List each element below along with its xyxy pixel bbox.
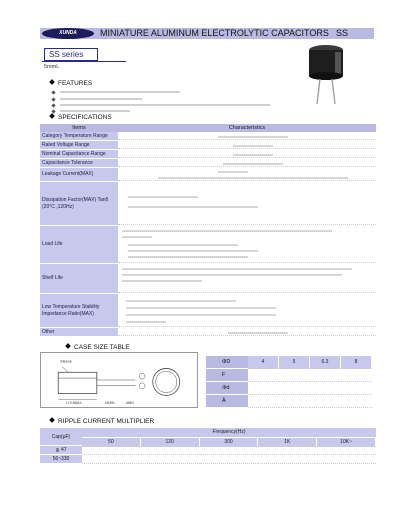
freq-cell: 1K — [258, 438, 317, 447]
table-row — [40, 264, 376, 294]
table-cell — [258, 455, 317, 464]
freq-cell: 120 — [141, 438, 200, 447]
table-row — [40, 182, 376, 226]
table-cell — [141, 455, 200, 464]
table-cell — [248, 382, 279, 395]
header-cell: 6.3 — [310, 356, 341, 369]
header-cell: ΦD — [206, 356, 248, 369]
table-cell — [310, 382, 341, 395]
header-items: Items — [72, 125, 86, 131]
spec-label: Rated Voltage Range — [40, 141, 118, 149]
spec-label: Category Temperature Range — [40, 132, 118, 140]
feature-item — [60, 110, 130, 112]
table-cell — [310, 395, 341, 408]
ripple-heading: RIPPLE CURRENT MULTIPLIER — [50, 418, 154, 426]
table-cell — [279, 382, 310, 395]
table-cell — [341, 382, 372, 395]
spec-label: Load Life — [40, 226, 118, 263]
table-row — [40, 455, 376, 464]
table-row — [40, 446, 376, 455]
table-row — [40, 150, 376, 159]
spec-value — [118, 226, 376, 263]
freq-cell: 300 — [200, 438, 259, 447]
spec-label: Low Temperature Stability Impedance Ratio(MAX) — [40, 294, 118, 327]
specifications-table — [40, 124, 376, 337]
series-label: SS series — [44, 48, 98, 61]
table-cell — [248, 369, 279, 382]
table-row — [40, 168, 376, 182]
features-heading: FEATURES — [50, 80, 92, 88]
spec-label: Nominal Capacitance Range — [40, 150, 118, 158]
series-code: SS — [336, 28, 349, 38]
ripple-current-table — [40, 428, 376, 464]
table-row — [40, 132, 376, 141]
table-row — [40, 141, 376, 150]
table-cell — [317, 455, 376, 464]
bullet-icon — [51, 97, 55, 101]
spec-value — [118, 168, 376, 181]
spec-value — [118, 294, 376, 327]
row-label: Φd — [206, 382, 248, 395]
table-header — [40, 124, 376, 132]
table-cell — [248, 395, 279, 408]
table-cell — [279, 369, 310, 382]
table-cell — [310, 369, 341, 382]
spec-value — [118, 159, 376, 167]
table-cell — [341, 369, 372, 382]
table-row — [206, 382, 372, 395]
bullet-icon — [51, 90, 55, 94]
diamond-bullet-icon — [65, 343, 71, 349]
spec-value — [118, 141, 376, 149]
sleeve-label: Sleeve — [60, 359, 72, 364]
table-cell — [82, 455, 141, 464]
case-size-heading: CASE SIZE TABLE — [66, 344, 130, 352]
freq-cell: 50 — [82, 438, 141, 447]
table-cell — [341, 395, 372, 408]
series-subtitle: 5mmL — [44, 64, 60, 70]
series-underline — [42, 61, 126, 62]
cap-cell: 56~330 — [40, 455, 82, 464]
feature-item — [60, 104, 270, 106]
case-dimension-drawing — [40, 352, 198, 408]
spec-label: Shelf Life — [40, 264, 118, 293]
table-row — [40, 226, 376, 264]
table-cell — [141, 446, 200, 455]
spec-value — [118, 264, 376, 293]
table-row — [40, 294, 376, 328]
spec-value — [118, 150, 376, 158]
dim-lead-label: 15MIN — [104, 401, 115, 406]
table-row — [40, 328, 376, 337]
dim-length-label: L+0.5MAX — [65, 401, 82, 406]
spec-label: Capacitance Tolerance — [40, 159, 118, 167]
feature-item — [60, 98, 142, 100]
cap-cell: ≦ 47 — [40, 446, 82, 455]
table-cell — [200, 455, 259, 464]
case-size-table — [206, 356, 372, 408]
spec-label: Dissipation Factor(MAX) Tanδ (20°C ,120Hz) — [40, 182, 118, 225]
header-cell: 5 — [279, 356, 310, 369]
brand-logo: XUNDA — [42, 28, 94, 39]
feature-item — [60, 91, 180, 93]
table-cell — [200, 446, 259, 455]
table-row — [206, 369, 372, 382]
table-header — [40, 428, 376, 446]
table-cell — [317, 446, 376, 455]
spec-value — [118, 328, 376, 336]
bullet-icon — [51, 103, 55, 107]
header-cell: 8 — [341, 356, 372, 369]
page-title: MINIATURE ALUMINUM ELECTROLYTIC CAPACITORS — [100, 28, 329, 38]
freq-cell: 10K~ — [317, 438, 376, 447]
header-characteristics: Characteristics — [228, 125, 266, 131]
freq-header: Frequency(Hz) — [82, 428, 376, 438]
header-cell: 4 — [248, 356, 279, 369]
table-row — [206, 395, 372, 408]
row-label: F — [206, 369, 248, 382]
dim-min-label: 4MIN — [125, 401, 134, 406]
capacitor-photo — [305, 44, 347, 104]
diamond-bullet-icon — [49, 113, 55, 119]
row-label: Â — [206, 395, 248, 408]
spec-value — [118, 182, 376, 225]
table-row — [40, 159, 376, 168]
table-cell — [279, 395, 310, 408]
spec-value — [118, 132, 376, 140]
freq-header-group — [82, 428, 376, 446]
table-cell — [82, 446, 141, 455]
diamond-bullet-icon — [49, 79, 55, 85]
specifications-heading: SPECIFICATIONS — [50, 114, 112, 122]
spec-label: Leakage Current(MAX) — [40, 168, 118, 181]
spec-label: Other — [40, 328, 118, 336]
cap-header: Cap(μF) — [40, 428, 82, 446]
table-cell — [258, 446, 317, 455]
diamond-bullet-icon — [49, 417, 55, 423]
table-header — [206, 356, 372, 369]
